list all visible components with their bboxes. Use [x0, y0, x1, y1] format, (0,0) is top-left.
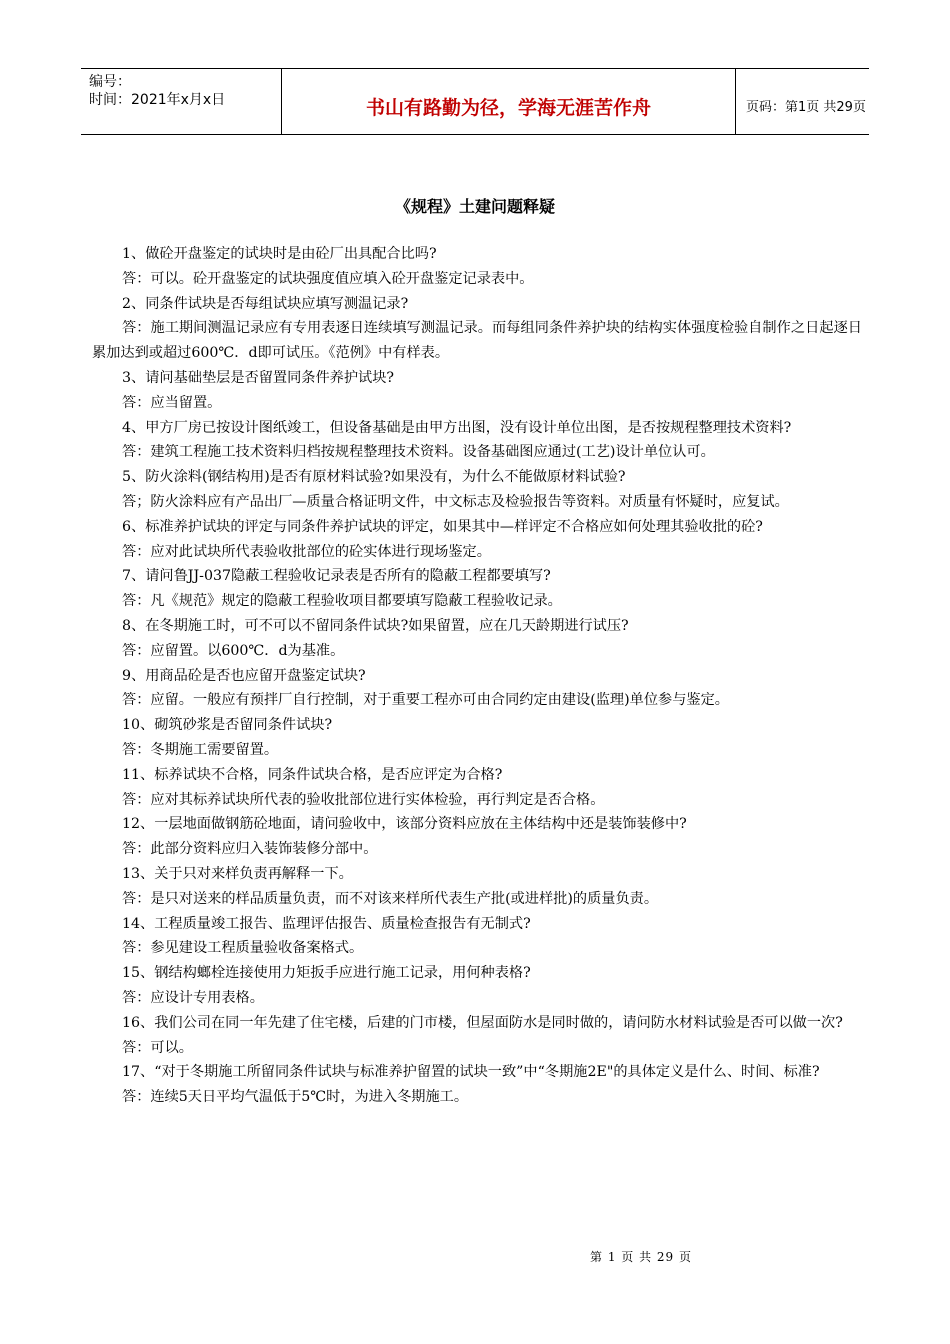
question-paragraph: 14、工程质量竣工报告、监理评估报告、质量检查报告有无制式? — [122, 915, 531, 932]
question-paragraph: 12、一层地面做钢筋砼地面，请问验收中，该部分资料应放在主体结构中还是装饰装修中? — [122, 816, 687, 833]
question-paragraph: 15、钢结构螂栓连接使用力矩扳手应进行施工记录，用何种表格? — [122, 965, 531, 982]
answer-paragraph: 答：应当留置。 — [122, 394, 222, 411]
qa-content — [92, 242, 862, 1110]
answer-paragraph: 答：可以。砼开盘鉴定的试块强度值应填入砼开盘鉴定记录表中。 — [122, 270, 534, 287]
answer-paragraph: 答：建筑工程施工技术资料归档按规程整理技术资料。设备基础图应通过(工艺)设计单位认可。 — [122, 444, 715, 461]
answer-paragraph: 答；防火涂料应有产品出厂—质量合格证明文件，中文标志及检验报告等资料。对质量有怀疑时，应复试。 — [122, 493, 789, 510]
question-paragraph: 5、防火涂料(钢结构用)是否有原材料试验?如果没有，为什么不能做原材料试验? — [122, 469, 626, 486]
question-paragraph: 2、同条件试块是否每组试块应填写测温记录? — [122, 295, 409, 312]
answer-paragraph: 答：可以。 — [122, 1039, 193, 1056]
answer-paragraph: 答：施工期间测温记录应有专用表逐日连续填写测温记录。而每组同条件养护块的结构实体强度检验自制作之日起逐日累加达到或超过600℃．d即可试压。《范例》中有样表。 — [92, 320, 862, 362]
answer-paragraph: 答：应留。一般应有预拌厂自行控制，对于重要工程亦可由合同约定由建设(监理)单位参与鉴定。 — [122, 692, 729, 709]
question-paragraph: 4、甲方厂房已按设计图纸竣工，但设备基础是由甲方出图，没有设计单位出图，是否按规程整理技术资料? — [122, 419, 792, 436]
answer-paragraph: 答：应留置。以600℃．d为基准。 — [122, 642, 345, 659]
question-paragraph: 8、在冬期施工时，可不可以不留同条件试块?如果留置，应在几天龄期进行试压? — [122, 617, 629, 634]
document-time-label: 时间：2021年x月x日 — [89, 92, 226, 108]
question-paragraph: 1、做砼开盘鉴定的试块时是由砼厂出具配合比吗? — [122, 246, 437, 262]
question-paragraph: 6、标准养护试块的评定与同条件养护试块的评定，如果其中—样评定不合格应如何处理其验收批的砼? — [122, 518, 763, 535]
header-motto-cell — [281, 69, 736, 134]
answer-paragraph: 答：应对其标养试块所代表的验收批部位进行实体检验，再行判定是否合格。 — [122, 791, 605, 808]
answer-paragraph: 答：连续5天日平均气温低于5℃时，为进入冬期施工。 — [122, 1089, 469, 1106]
answer-paragraph: 答：应设计专用表格。 — [122, 989, 264, 1006]
question-paragraph: 11、标养试块不合格，同条件试块合格，是否应评定为合格? — [122, 766, 503, 783]
question-paragraph: 7、请问鲁JJ-037隐蔽工程验收记录表是否所有的隐蔽工程都要填写? — [122, 568, 551, 585]
page-footer: 第 1 页 共 29 页 — [590, 1250, 692, 1264]
document-title: 《规程》土建问题释疑 — [394, 197, 555, 216]
question-paragraph: 3、请问基础垫层是否留置同条件养护试块? — [122, 369, 395, 386]
question-paragraph: 16、我们公司在同一年先建了住宅楼，后建的门市楼，但屋面防水是同时做的，请问防水材料试验是否可以做一次? — [122, 1014, 843, 1031]
question-paragraph: 9、用商品砼是否也应留开盘鉴定试块? — [122, 667, 366, 684]
answer-paragraph: 答：是只对送来的样品质量负责，而不对该来样所代表生产批(或进样批)的质量负责。 — [122, 890, 659, 907]
header-meta — [81, 69, 281, 134]
question-paragraph: 13、关于只对来样负责再解释一下。 — [122, 865, 353, 882]
answer-paragraph: 答：参见建设工程质量验收备案格式。 — [122, 940, 364, 957]
answer-paragraph: 答：应对此试块所代表验收批部位的砼实体进行现场鉴定。 — [122, 543, 491, 560]
header-page-info: 页码：第1页 共29页 — [746, 100, 866, 115]
question-paragraph: 17、“对于冬期施工所留同条件试块与标准养护留置的试块一致”中“冬期施2E"的具体定义是什么、时间、标准? — [122, 1064, 820, 1081]
question-paragraph: 10、砌筑砂浆是否留同条件试块? — [122, 717, 333, 734]
header-motto: 书山有路勤为径，学海无涯苦作舟 — [365, 97, 651, 119]
answer-paragraph: 答：冬期施工需要留置。 — [122, 741, 279, 758]
document-number-label: 编号： — [89, 74, 131, 90]
answer-paragraph: 答：凡《规范》规定的隐蔽工程验收项目都要填写隐蔽工程验收记录。 — [122, 593, 562, 610]
page-header — [81, 68, 869, 135]
answer-paragraph: 答：此部分资料应归入装饰装修分部中。 — [122, 841, 378, 858]
